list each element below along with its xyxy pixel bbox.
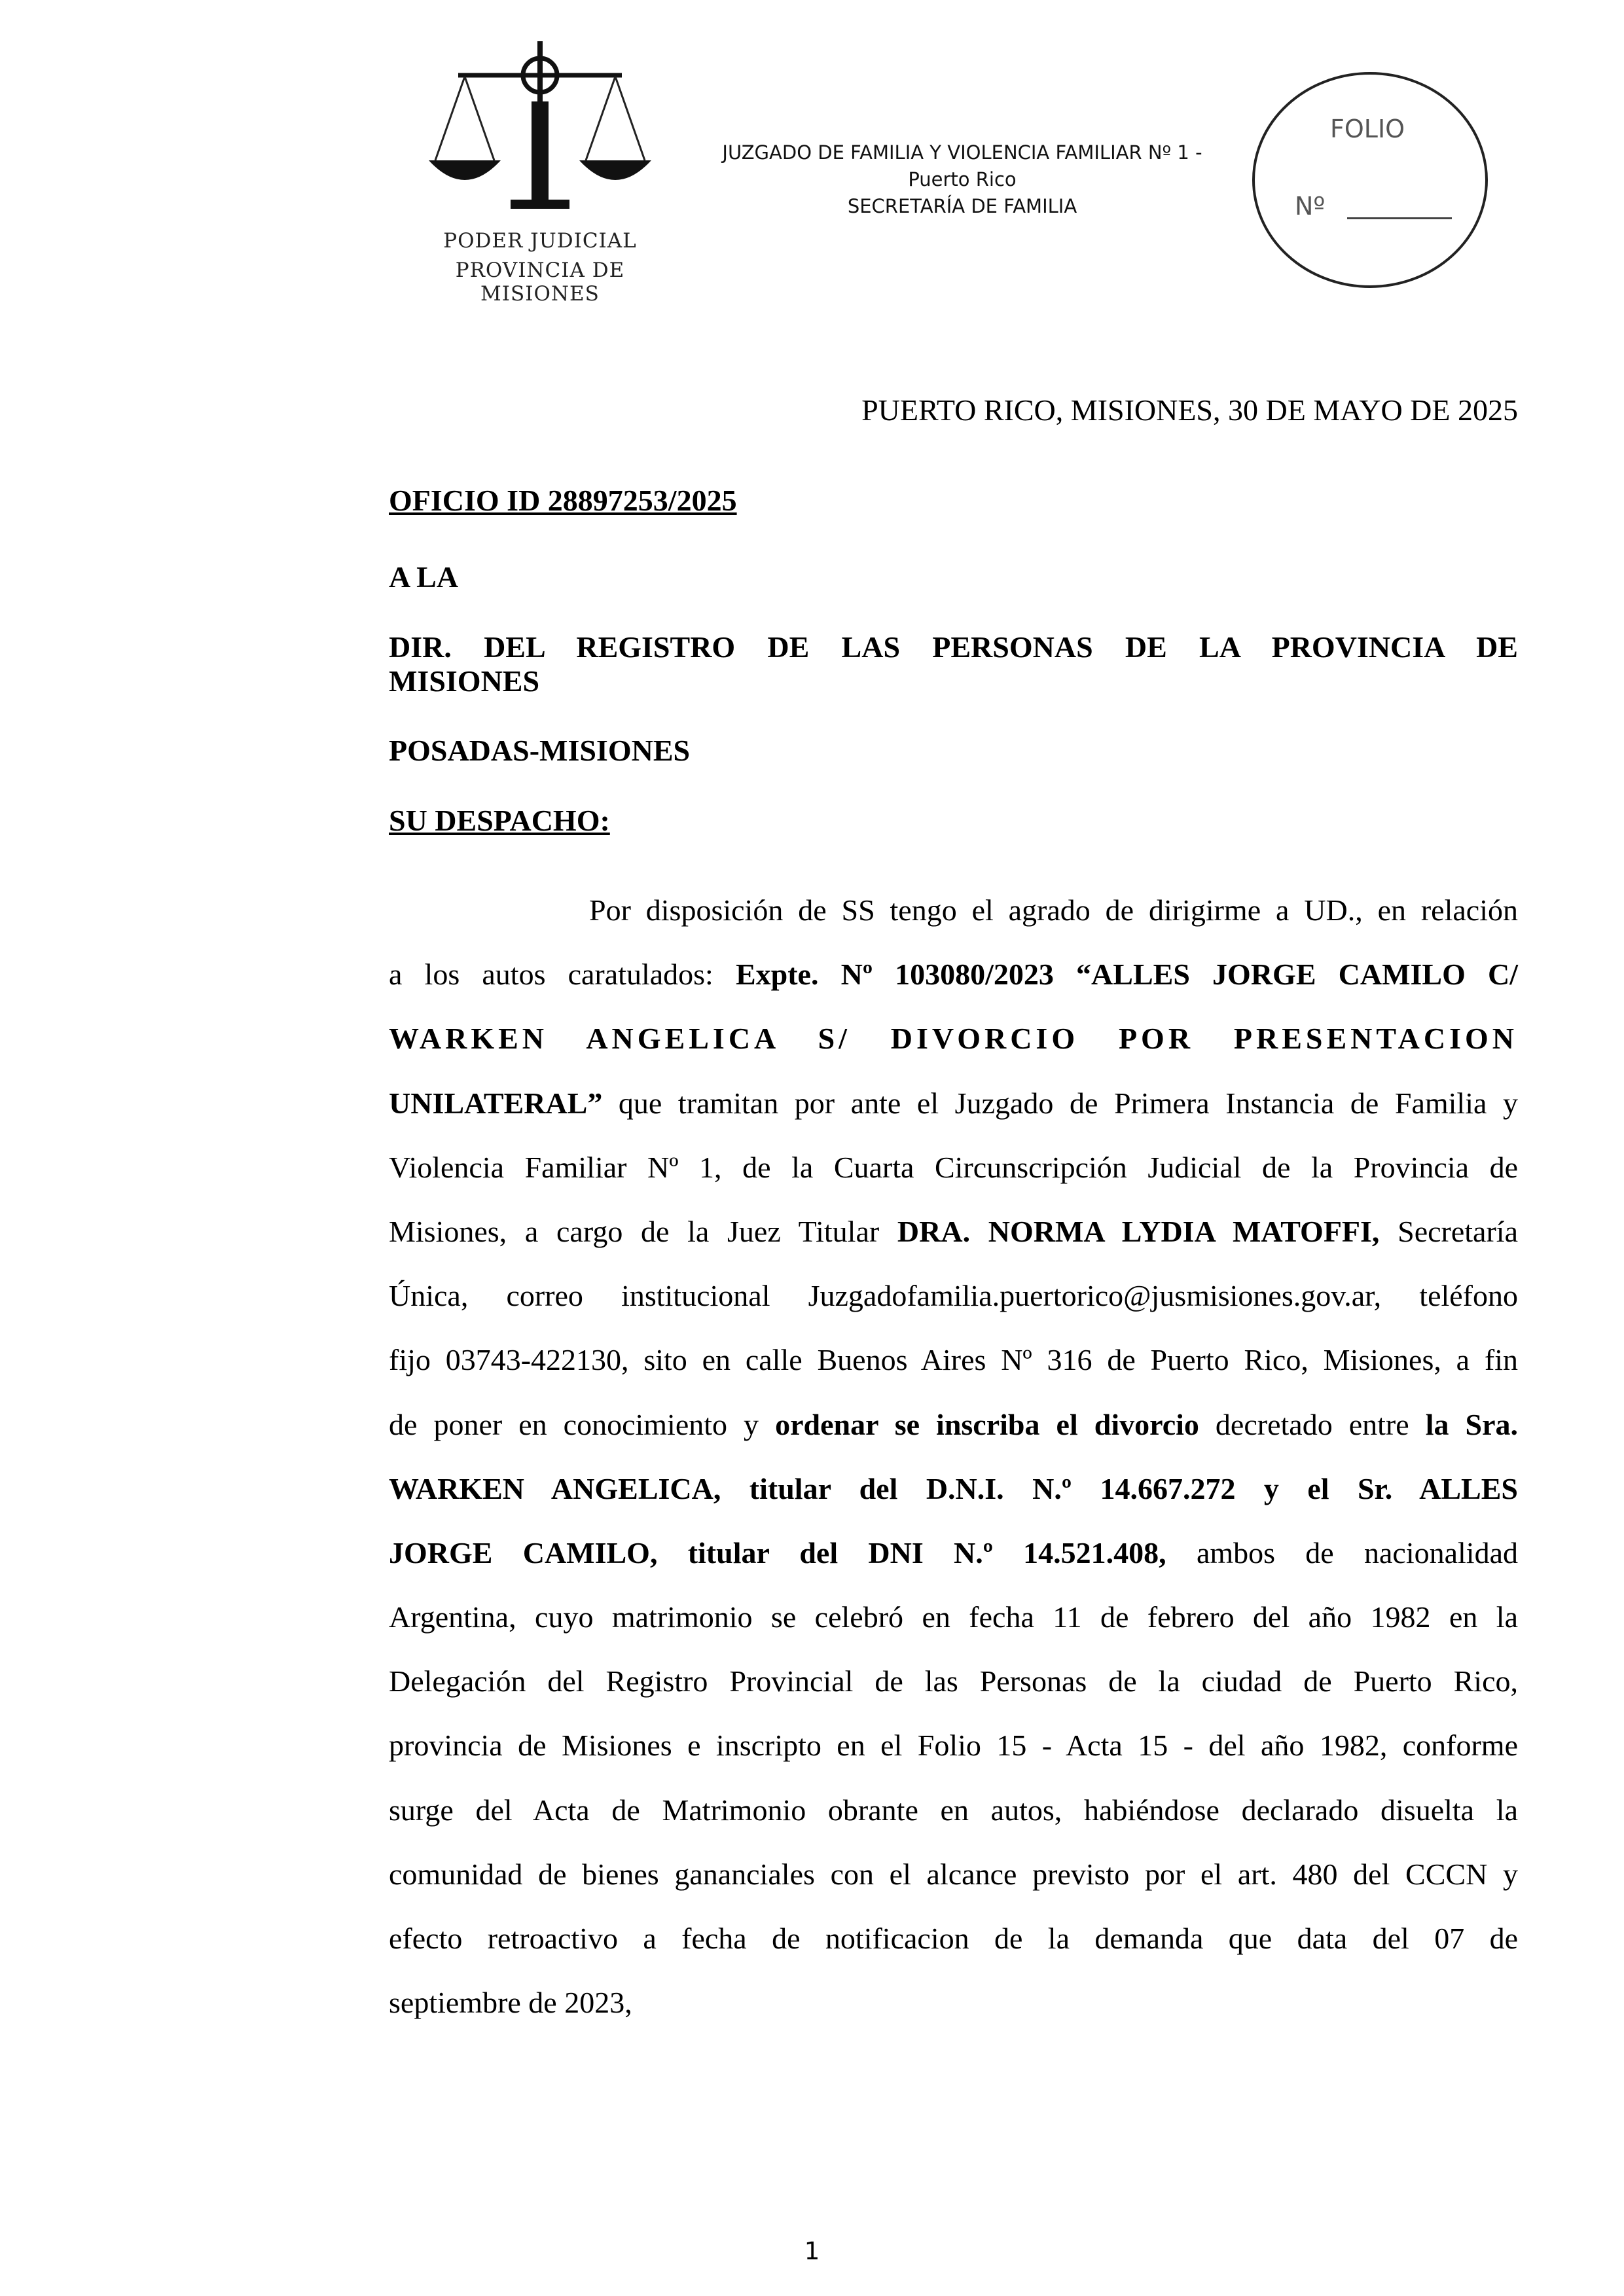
logo-text-poder-judicial: PODER JUDICIAL — [443, 229, 637, 253]
body-line: a los autos caratulados: Expte. Nº 103080/2023 “ALLES JORGE CAMILO C/ — [389, 958, 1518, 992]
body-line: surge del Acta de Matrimonio obrante en autos, habiéndose declarado disuelta la — [389, 1793, 1518, 1827]
body-line: fijo 03743-422130, sito en calle Buenos Aires Nº 316 de Puerto Rico, Misiones, a fin — [389, 1343, 1518, 1377]
body-line: provincia de Misiones e inscripto en el Folio 15 - Acta 15 - del año 1982, conforme — [389, 1729, 1518, 1763]
body-line: Delegación del Registro Provincial de las Personas de la ciudad de Puerto Rico, — [389, 1664, 1518, 1698]
addressee-city: POSADAS-MISIONES — [389, 734, 691, 767]
body-line: Argentina, cuyo matrimonio se celebró en fecha 11 de febrero del año 1982 en la — [389, 1600, 1518, 1634]
party-2: JORGE CAMILO, titular del DNI N.º 14.521.408, — [389, 1535, 1166, 1570]
body-line — [389, 1007, 1518, 1071]
court-header — [700, 139, 1224, 220]
case-reference: Expte. Nº 103080/2023 “ALLES JORGE CAMILO C/ — [735, 958, 1518, 992]
oficio-id: OFICIO ID 28897253/2025 — [389, 484, 737, 517]
body-line: JORGE CAMILO, titular del DNI N.º 14.521.408, ambos de nacionalidad — [389, 1535, 1518, 1570]
court-header-line2: Puerto Rico — [908, 168, 1017, 190]
case-title-end: UNILATERAL” — [389, 1086, 603, 1120]
folio-stamp-circle — [1249, 69, 1491, 291]
body-line: efecto retroactivo a fecha de notificacion de la demanda que data del 07 de — [389, 1922, 1518, 1955]
body-line: comunidad de bienes gananciales con el alcance previsto por el art. 480 del CCCN y — [389, 1857, 1518, 1891]
court-header-line1: JUZGADO DE FAMILIA Y VIOLENCIA FAMILIAR Nº 1 - — [722, 141, 1202, 164]
body-line: Violencia Familiar Nº 1, de la Cuarta Circunscripción Judicial de la Provincia de — [389, 1150, 1518, 1184]
body-line: septiembre de 2023, — [389, 1986, 632, 2020]
scales-of-justice-icon — [393, 36, 687, 226]
addressee-line2: MISIONES — [389, 664, 540, 698]
folio-number-label: Nº — [1295, 192, 1326, 221]
body-line: Única, correo institucional Juzgadofamilia.puertorico@jusmisiones.gov.ar, teléfono — [389, 1279, 1518, 1313]
party-1: WARKEN ANGELICA, titular del D.N.I. N.º 14.667.272 y el Sr. ALLES — [389, 1471, 1518, 1505]
su-despacho: SU DESPACHO: — [389, 804, 610, 837]
order-text: ordenar se inscriba el divorcio — [775, 1407, 1199, 1441]
body-paragraph — [389, 878, 1518, 2035]
body-line: Misiones, a cargo de la Juez Titular DRA. NORMA LYDIA MATOFFI, Secretaría — [389, 1214, 1518, 1248]
body-line: UNILATERAL” que tramitan por ante el Juzgado de Primera Instancia de Familia y — [389, 1086, 1518, 1120]
folio-number-blank — [1347, 217, 1452, 219]
judge-name: DRA. NORMA LYDIA MATOFFI, — [897, 1214, 1380, 1248]
court-header-line3: SECRETARÍA DE FAMILIA — [847, 195, 1077, 217]
body-line: Por disposición de SS tengo el agrado de dirigirme a UD., en relación — [589, 893, 1518, 927]
folio-stamp — [1249, 69, 1491, 291]
page-number: 1 — [804, 2237, 820, 2265]
body-line: de poner en conocimiento y ordenar se inscriba el divorcio decretado entre la Sra. — [389, 1407, 1518, 1441]
body-line — [389, 1457, 1518, 1521]
addressee-line1: DIR. DEL REGISTRO DE LAS PERSONAS DE LA PROVINCIA DE — [389, 630, 1518, 664]
addressee-prefix: A LA — [389, 560, 459, 594]
document-date: PUERTO RICO, MISIONES, 30 DE MAYO DE 2025 — [861, 393, 1518, 427]
folio-label: FOLIO — [1330, 115, 1405, 143]
logo-text-provincia: PROVINCIA DE MISIONES — [455, 259, 625, 306]
court-logo — [393, 36, 687, 306]
case-title: WARKEN ANGELICA S/ DIVORCIO POR PRESENTACION — [389, 1022, 1518, 1056]
